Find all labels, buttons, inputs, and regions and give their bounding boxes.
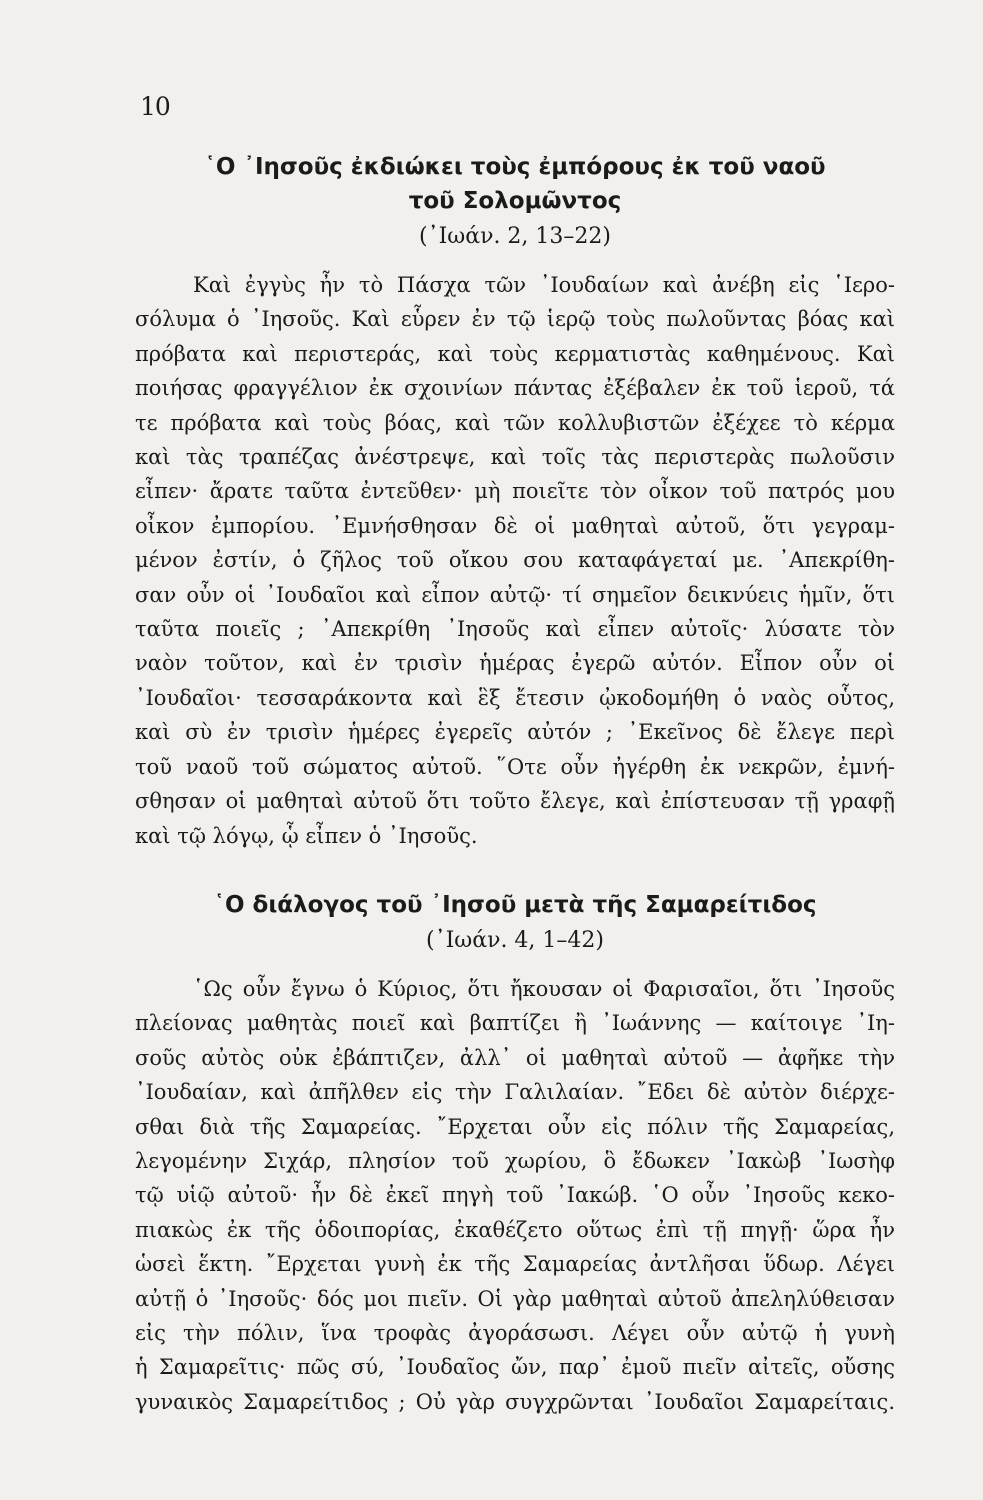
section-title-line: ῾Ο διάλογος τοῦ ᾿Ιησοῦ μετὰ τῆς Σαμαρείτιδος bbox=[213, 892, 817, 918]
text-line: ᾿Ιουδαίαν, καὶ ἀπῆλθεν εἰς τὴν Γαλιλαίαν. ῎Εδει δὲ αὐτὸν διέρχε- bbox=[135, 1080, 895, 1105]
text-line: σθαι διὰ τῆς Σαμαρείας. ῎Ερχεται οὖν εἰς πόλιν τῆς Σαμαρείας, bbox=[135, 1114, 895, 1139]
section-paragraph bbox=[135, 268, 895, 853]
text-line: λεγομένην Σιχάρ, πλησίον τοῦ χωρίου, ὃ ἔδωκεν ᾿Ιακὼβ ᾿Ιωσὴφ bbox=[135, 1149, 895, 1174]
text-line: πλείονας μαθητὰς ποιεῖ καὶ βαπτίζει ἢ ᾿Ιωάννης — καίτοιγε ᾿Ιη- bbox=[135, 1011, 895, 1036]
page-number: 10 bbox=[140, 92, 170, 121]
text-line: πρόβατα καὶ περιστεράς, καὶ τοὺς κερματιστὰς καθημένους. Καὶ bbox=[135, 341, 895, 366]
text-line: εἶπεν· ἄρατε ταῦτα ἐντεῦθεν· μὴ ποιεῖτε τὸν οἶκον τοῦ πατρός μου bbox=[135, 479, 895, 504]
section-paragraph bbox=[135, 972, 895, 1419]
text-line: τε πρόβατα καὶ τοὺς βόας, καὶ τῶν κολλυβιστῶν ἐξέχεε τὸ κέρμα bbox=[135, 410, 895, 435]
text-line: καὶ σὺ ἐν τρισὶν ἡμέρες ἐγερεῖς αὐτόν ; ᾿Εκεῖνος δὲ ἔλεγε περὶ bbox=[135, 720, 895, 745]
text-line: σθησαν οἱ μαθηταὶ αὐτοῦ ὅτι τοῦτο ἔλεγε, καὶ ἐπίστευσαν τῇ γραφῇ bbox=[135, 789, 895, 814]
text-line: ῾Ως οὖν ἔγνω ὁ Κύριος, ὅτι ἤκουσαν οἱ Φαρισαῖοι, ὅτι ᾿Ιησοῦς bbox=[193, 977, 895, 1001]
text-line: σοῦς αὐτὸς οὐκ ἐβάπτιζεν, ἀλλ᾿ οἱ μαθηταὶ αὐτοῦ — ἀφῆκε τὴν bbox=[135, 1045, 895, 1070]
text-line: ταῦτα ποιεῖς ; ᾿Απεκρίθη ᾿Ιησοῦς καὶ εἶπεν αὐτοῖς· λύσατε τὸν bbox=[135, 617, 895, 642]
text-line: τοῦ ναοῦ τοῦ σώματος αὐτοῦ. ῞Οτε οὖν ἠγέρθη ἐκ νεκρῶν, ἐμνή- bbox=[135, 754, 895, 779]
section-samaritan-woman bbox=[135, 888, 895, 1419]
text-line: ᾿Ιουδαῖοι· τεσσαράκοντα καὶ ἓξ ἔτεσιν ᾠκοδομήθη ὁ ναὸς οὗτος, bbox=[135, 685, 895, 710]
section-title-line: τοῦ Σολομῶντος bbox=[408, 188, 622, 214]
text-line: καὶ τὰς τραπέζας ἀνέστρεψε, καὶ τοῖς τὰς περιστερὰς πωλοῦσιν bbox=[135, 445, 895, 470]
text-line: πιακὼς ἐκ τῆς ὁδοιπορίας, ἐκαθέζετο οὕτως ἐπὶ τῇ πηγῇ· ὥρα ἦν bbox=[135, 1217, 895, 1242]
text-line: Καὶ ἐγγὺς ἦν τὸ Πάσχα τῶν ᾿Ιουδαίων καὶ ἀνέβη εἰς ῾Ιερο- bbox=[193, 273, 895, 297]
text-line: σαν οὖν οἱ ᾿Ιουδαῖοι καὶ εἶπον αὐτῷ· τί σημεῖον δεικνύεις ἡμῖν, ὅτι bbox=[135, 582, 895, 607]
section-title-line: ῾Ο ᾿Ιησοῦς ἐκδιώκει τοὺς ἐμπόρους ἐκ τοῦ ναοῦ bbox=[204, 154, 826, 180]
text-line: τῷ υἱῷ αὐτοῦ· ἦν δὲ ἐκεῖ πηγὴ τοῦ ᾿Ιακώβ. ῾Ο οὖν ᾿Ιησοῦς κεκο- bbox=[135, 1183, 895, 1208]
section-title bbox=[135, 888, 895, 922]
text-line: καὶ τῷ λόγῳ, ᾧ εἶπεν ὁ ᾿Ιησοῦς. bbox=[135, 823, 478, 848]
text-line: ἡ Σαμαρεῖτις· πῶς σύ, ᾿Ιουδαῖος ὤν, παρ᾿ ἐμοῦ πιεῖν αἰτεῖς, οὔσης bbox=[135, 1355, 895, 1380]
text-line: γυναικὸς Σαμαρείτιδος ; Οὐ γὰρ συγχρῶνται ᾿Ιουδαῖοι Σαμαρείταις. bbox=[135, 1389, 895, 1414]
text-line: σόλυμα ὁ ᾿Ιησοῦς. Καὶ εὗρεν ἐν τῷ ἱερῷ τοὺς πωλοῦντας βόας καὶ bbox=[135, 307, 895, 332]
text-line: αὐτῇ ὁ ᾿Ιησοῦς· δός μοι πιεῖν. Οἱ γὰρ μαθηταὶ αὐτοῦ ἀπεληλύθεισαν bbox=[135, 1286, 895, 1311]
section-cleansing-temple bbox=[135, 150, 895, 853]
text-line: εἰς τὴν πόλιν, ἵνα τροφὰς ἀγοράσωσι. Λέγει οὖν αὐτῷ ἡ γυνὴ bbox=[135, 1321, 895, 1346]
section-title bbox=[135, 150, 895, 218]
scripture-reference: (᾿Ιωάν. 4, 1–42) bbox=[426, 928, 604, 953]
text-line: ὡσεὶ ἕκτη. ῎Ερχεται γυνὴ ἐκ τῆς Σαμαρείας ἀντλῆσαι ὕδωρ. Λέγει bbox=[135, 1252, 895, 1277]
text-line: ναὸν τοῦτον, καὶ ἐν τρισὶν ἡμέρας ἐγερῶ αὐτόν. Εἶπον οὖν οἱ bbox=[135, 651, 895, 676]
scripture-reference: (᾿Ιωάν. 2, 13–22) bbox=[419, 224, 611, 249]
text-line: μένον ἐστίν, ὁ ζῆλος τοῦ οἴκου σου καταφάγεταί με. ᾿Απεκρίθη- bbox=[135, 548, 895, 573]
text-line: οἶκον ἐμπορίου. ᾿Εμνήσθησαν δὲ οἱ μαθηταὶ αὐτοῦ, ὅτι γεγραμ- bbox=[135, 513, 895, 538]
text-line: ποιήσας φραγγέλιον ἐκ σχοινίων πάντας ἐξέβαλεν ἐκ τοῦ ἱεροῦ, τά bbox=[135, 376, 895, 401]
